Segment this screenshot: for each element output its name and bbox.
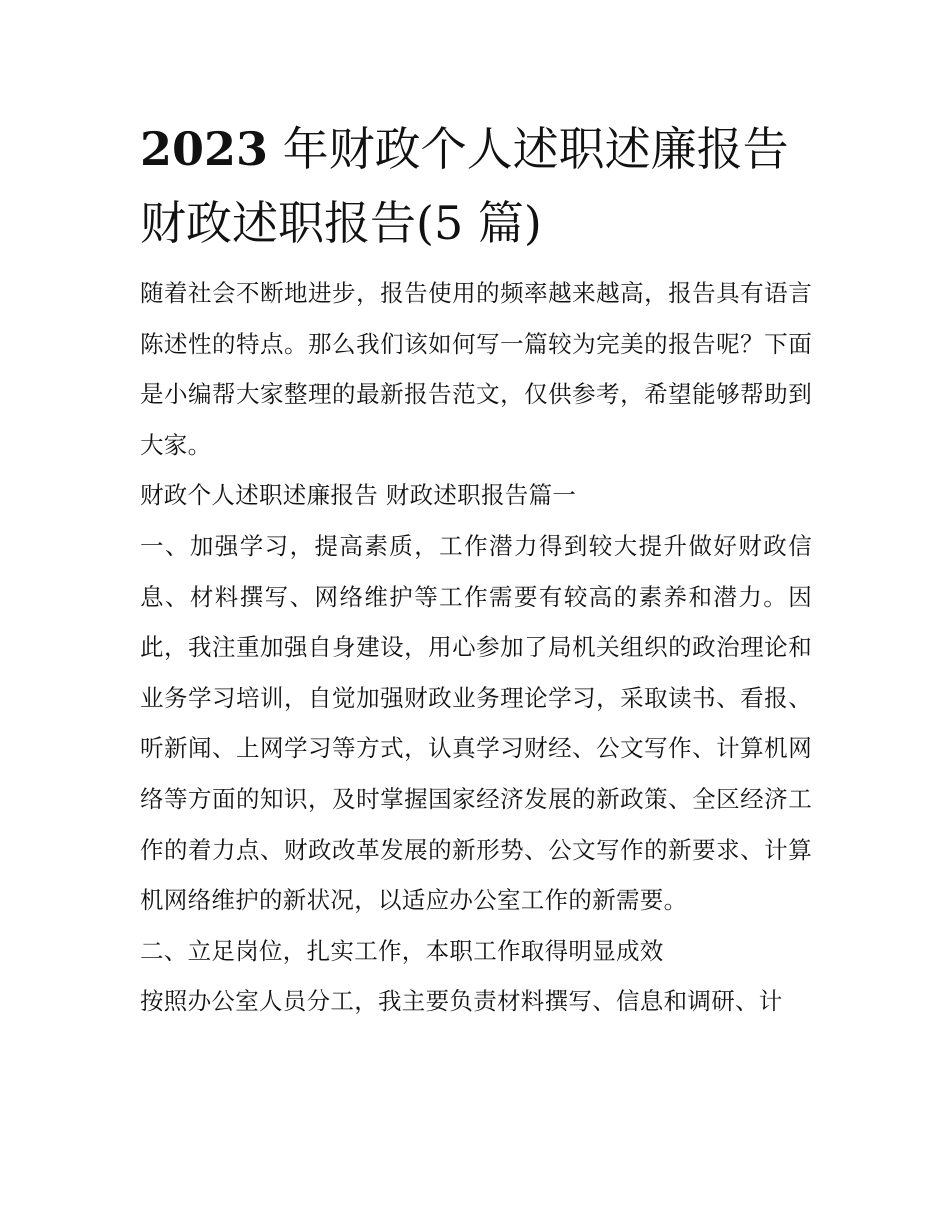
body-paragraph: 一、加强学习，提高素质，工作潜力得到较大提升做好财政信息、材料撰写、网络维护等工作需要有较高的素养和潜力。因此，我注重加强自身建设，用心参加了局机关组织的政治理论和业务学习培训，自觉加强财政业务理论学习，采取读书、看报、听新闻、上网学习等方式，认真学习财经、公文写作、计算机网络等方面的知识，及时掌握国家经济发展的新政策、全区经济工作的着力点、财政改革发展的新形势、公文写作的新要求、计算机网络维护的新状况，以适应办公室工作的新需要。	[140, 531, 812, 915]
title-line1-text: 年财政个人述职述廉报告	[268, 122, 789, 176]
title-year: 2023	[140, 122, 269, 176]
title-line2: 财政述职报告(5 篇)	[140, 196, 542, 250]
body-paragraph: 按照办公室人员分工，我主要负责材料撰写、信息和调研、计	[140, 987, 783, 1016]
document-page	[140, 112, 812, 1027]
document-title	[140, 112, 812, 260]
section-heading: 财政个人述职述廉报告 财政述职报告篇一	[140, 481, 577, 510]
intro-paragraph: 随着社会不断地进步，报告使用的频率越来越高，报告具有语言陈述性的特点。那么我们该如何写一篇较为完美的报告呢？下面是小编帮大家整理的最新报告范文，仅供参考，希望能够帮助到大家。	[140, 279, 812, 459]
subsection-heading: 二、立足岗位，扎实工作，本职工作取得明显成效	[140, 936, 664, 965]
